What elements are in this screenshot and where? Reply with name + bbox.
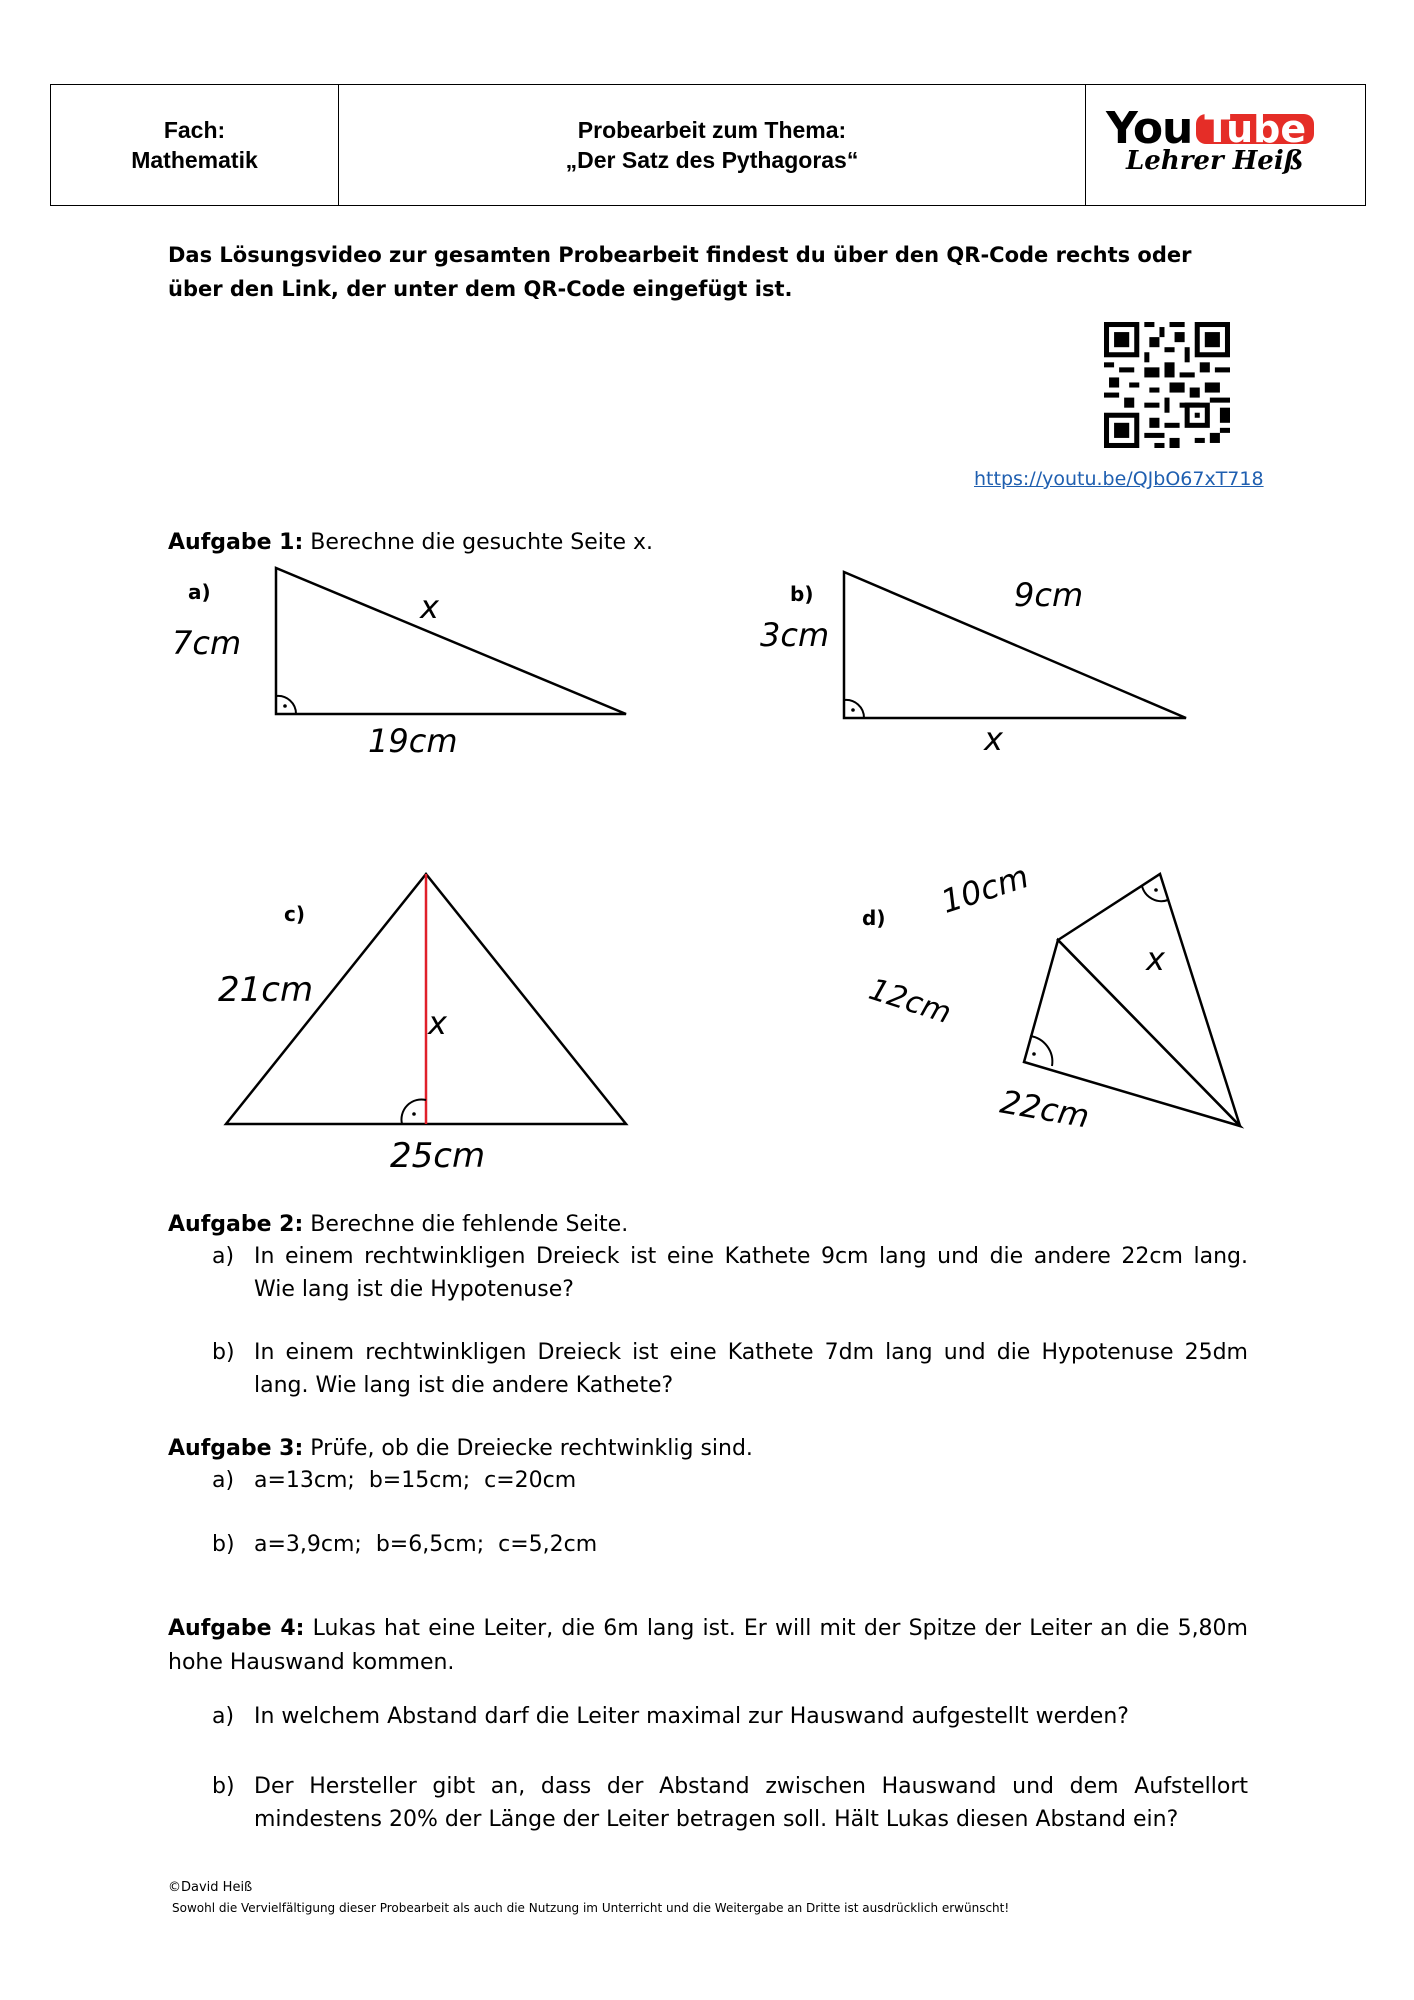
triangle-c-label: c)	[284, 902, 305, 926]
triangle-a-side3: 19cm	[368, 722, 458, 760]
task1-heading	[168, 526, 1248, 560]
task4-text: Lukas hat eine Leiter, die 6m lang ist. Er will mit der Spitze der Leiter an die 5,80m hohe Hauswand kommen.	[168, 1616, 1248, 1675]
subject-value: Mathematik	[131, 147, 258, 173]
triangle-b-diagram	[700, 560, 1200, 770]
logo-you: You	[1106, 103, 1193, 154]
footer-note: Sowohl die Vervielfältigung dieser Probearbeit als auch die Nutzung im Unterricht und die Weitergabe an Dritte ist ausdrücklich erwünscht!	[172, 1901, 1010, 1915]
logo-tube: Tube	[1196, 114, 1314, 144]
task3-text: Prüfe, ob die Dreiecke rechtwinklig sind.	[310, 1436, 753, 1461]
title-line2: „Der Satz des Pythagoras“	[565, 147, 859, 173]
triangle-b-label: b)	[790, 582, 814, 606]
triangle-d-upper	[1058, 874, 1240, 1126]
task4-title: Aufgabe 4:	[168, 1616, 305, 1641]
triangle-d-label: d)	[862, 906, 886, 930]
task3-item-a-text: a=13cm; b=15cm; c=20cm	[254, 1468, 577, 1493]
task3-heading	[168, 1432, 1248, 1466]
triangle-d-side2: x	[1146, 940, 1165, 978]
triangle-c-side3: 25cm	[390, 1136, 486, 1176]
triangle-a-shape	[276, 568, 626, 714]
subject-cell	[51, 85, 339, 205]
intro-text: Das Lösungsvideo zur gesamten Probearbeit findest du über den QR-Code rechts oder über den Link, der unter dem QR-Code eingefügt ist.	[168, 243, 1192, 301]
triangle-d-side4: 22cm	[997, 1082, 1093, 1136]
right-angle-marker-d2	[1030, 1036, 1052, 1066]
triangle-b-side1: 3cm	[760, 616, 830, 654]
solution-video-link[interactable]: https://youtu.be/QJbO67xT718	[974, 468, 1264, 490]
task1-text: Berechne die gesuchte Seite x.	[310, 530, 654, 555]
title-cell	[339, 85, 1086, 205]
triangle-a-side2: x	[420, 588, 439, 626]
youtube-logo	[1106, 103, 1314, 154]
header-table	[50, 84, 1366, 206]
task2-item-a	[212, 1240, 1248, 1310]
footer-copyright: ©David Heiß	[168, 1880, 253, 1895]
triangle-d-side3: 12cm	[864, 971, 956, 1032]
task2-item-a-text: In einem rechtwinkligen Dreieck ist eine Kathete 9cm lang und die andere 22cm lang. Wie lang ist die Hypotenuse?	[254, 1244, 1248, 1302]
task2-item-a-label: a)	[212, 1244, 235, 1269]
task3-item-a	[212, 1464, 1248, 1498]
triangle-a-side1: 7cm	[172, 624, 242, 662]
task1-title: Aufgabe 1:	[168, 530, 304, 555]
triangle-b-side3: x	[984, 720, 1003, 758]
title-line1: Probearbeit zum Thema:	[577, 117, 847, 143]
task3-item-b-text: a=3,9cm; b=6,5cm; c=5,2cm	[254, 1532, 598, 1557]
triangle-a-label: a)	[188, 580, 211, 604]
task2-item-b-text: In einem rechtwinkligen Dreieck ist eine Kathete 7dm lang und die Hypotenuse 25dm lang. Wie lang ist die andere Kathete?	[254, 1340, 1248, 1398]
task2-text: Berechne die fehlende Seite.	[310, 1212, 629, 1237]
triangle-b-side2: 9cm	[1014, 576, 1084, 614]
task4-item-b-text: Der Hersteller gibt an, dass der Abstand zwischen Hauswand und dem Aufstellort mindestens 20% der Länge der Leiter betragen soll. Hält Lukas diesen Abstand ein?	[254, 1774, 1248, 1832]
task2-title: Aufgabe 2:	[168, 1212, 304, 1237]
task2-item-b-label: b)	[212, 1340, 235, 1365]
task4-item-a-label: a)	[212, 1704, 235, 1729]
task4-item-a-text: In welchem Abstand darf die Leiter maximal zur Hauswand aufgestellt werden?	[254, 1704, 1129, 1729]
task4-item-b-label: b)	[212, 1774, 235, 1799]
task4-heading	[168, 1612, 1248, 1680]
qr-code-icon	[1104, 322, 1230, 448]
triangle-c-side2: x	[428, 1004, 447, 1042]
task4-item-a	[212, 1700, 1248, 1734]
subject-label: Fach:	[163, 117, 226, 143]
logo-name: Lehrer Heiß	[1126, 146, 1304, 176]
task2-item-b	[212, 1336, 1248, 1406]
task3-item-b	[212, 1528, 1248, 1562]
task3-item-b-label: b)	[212, 1532, 235, 1557]
triangle-d-side1: 10cm	[936, 857, 1034, 921]
logo-cell	[1086, 85, 1365, 205]
triangle-c-side1: 21cm	[218, 970, 314, 1010]
task3-item-a-label: a)	[212, 1468, 235, 1493]
right-angle-marker-c	[401, 1099, 426, 1124]
task2-heading	[168, 1208, 1248, 1242]
task4-item-b	[212, 1770, 1248, 1840]
task3-title: Aufgabe 3:	[168, 1436, 304, 1461]
